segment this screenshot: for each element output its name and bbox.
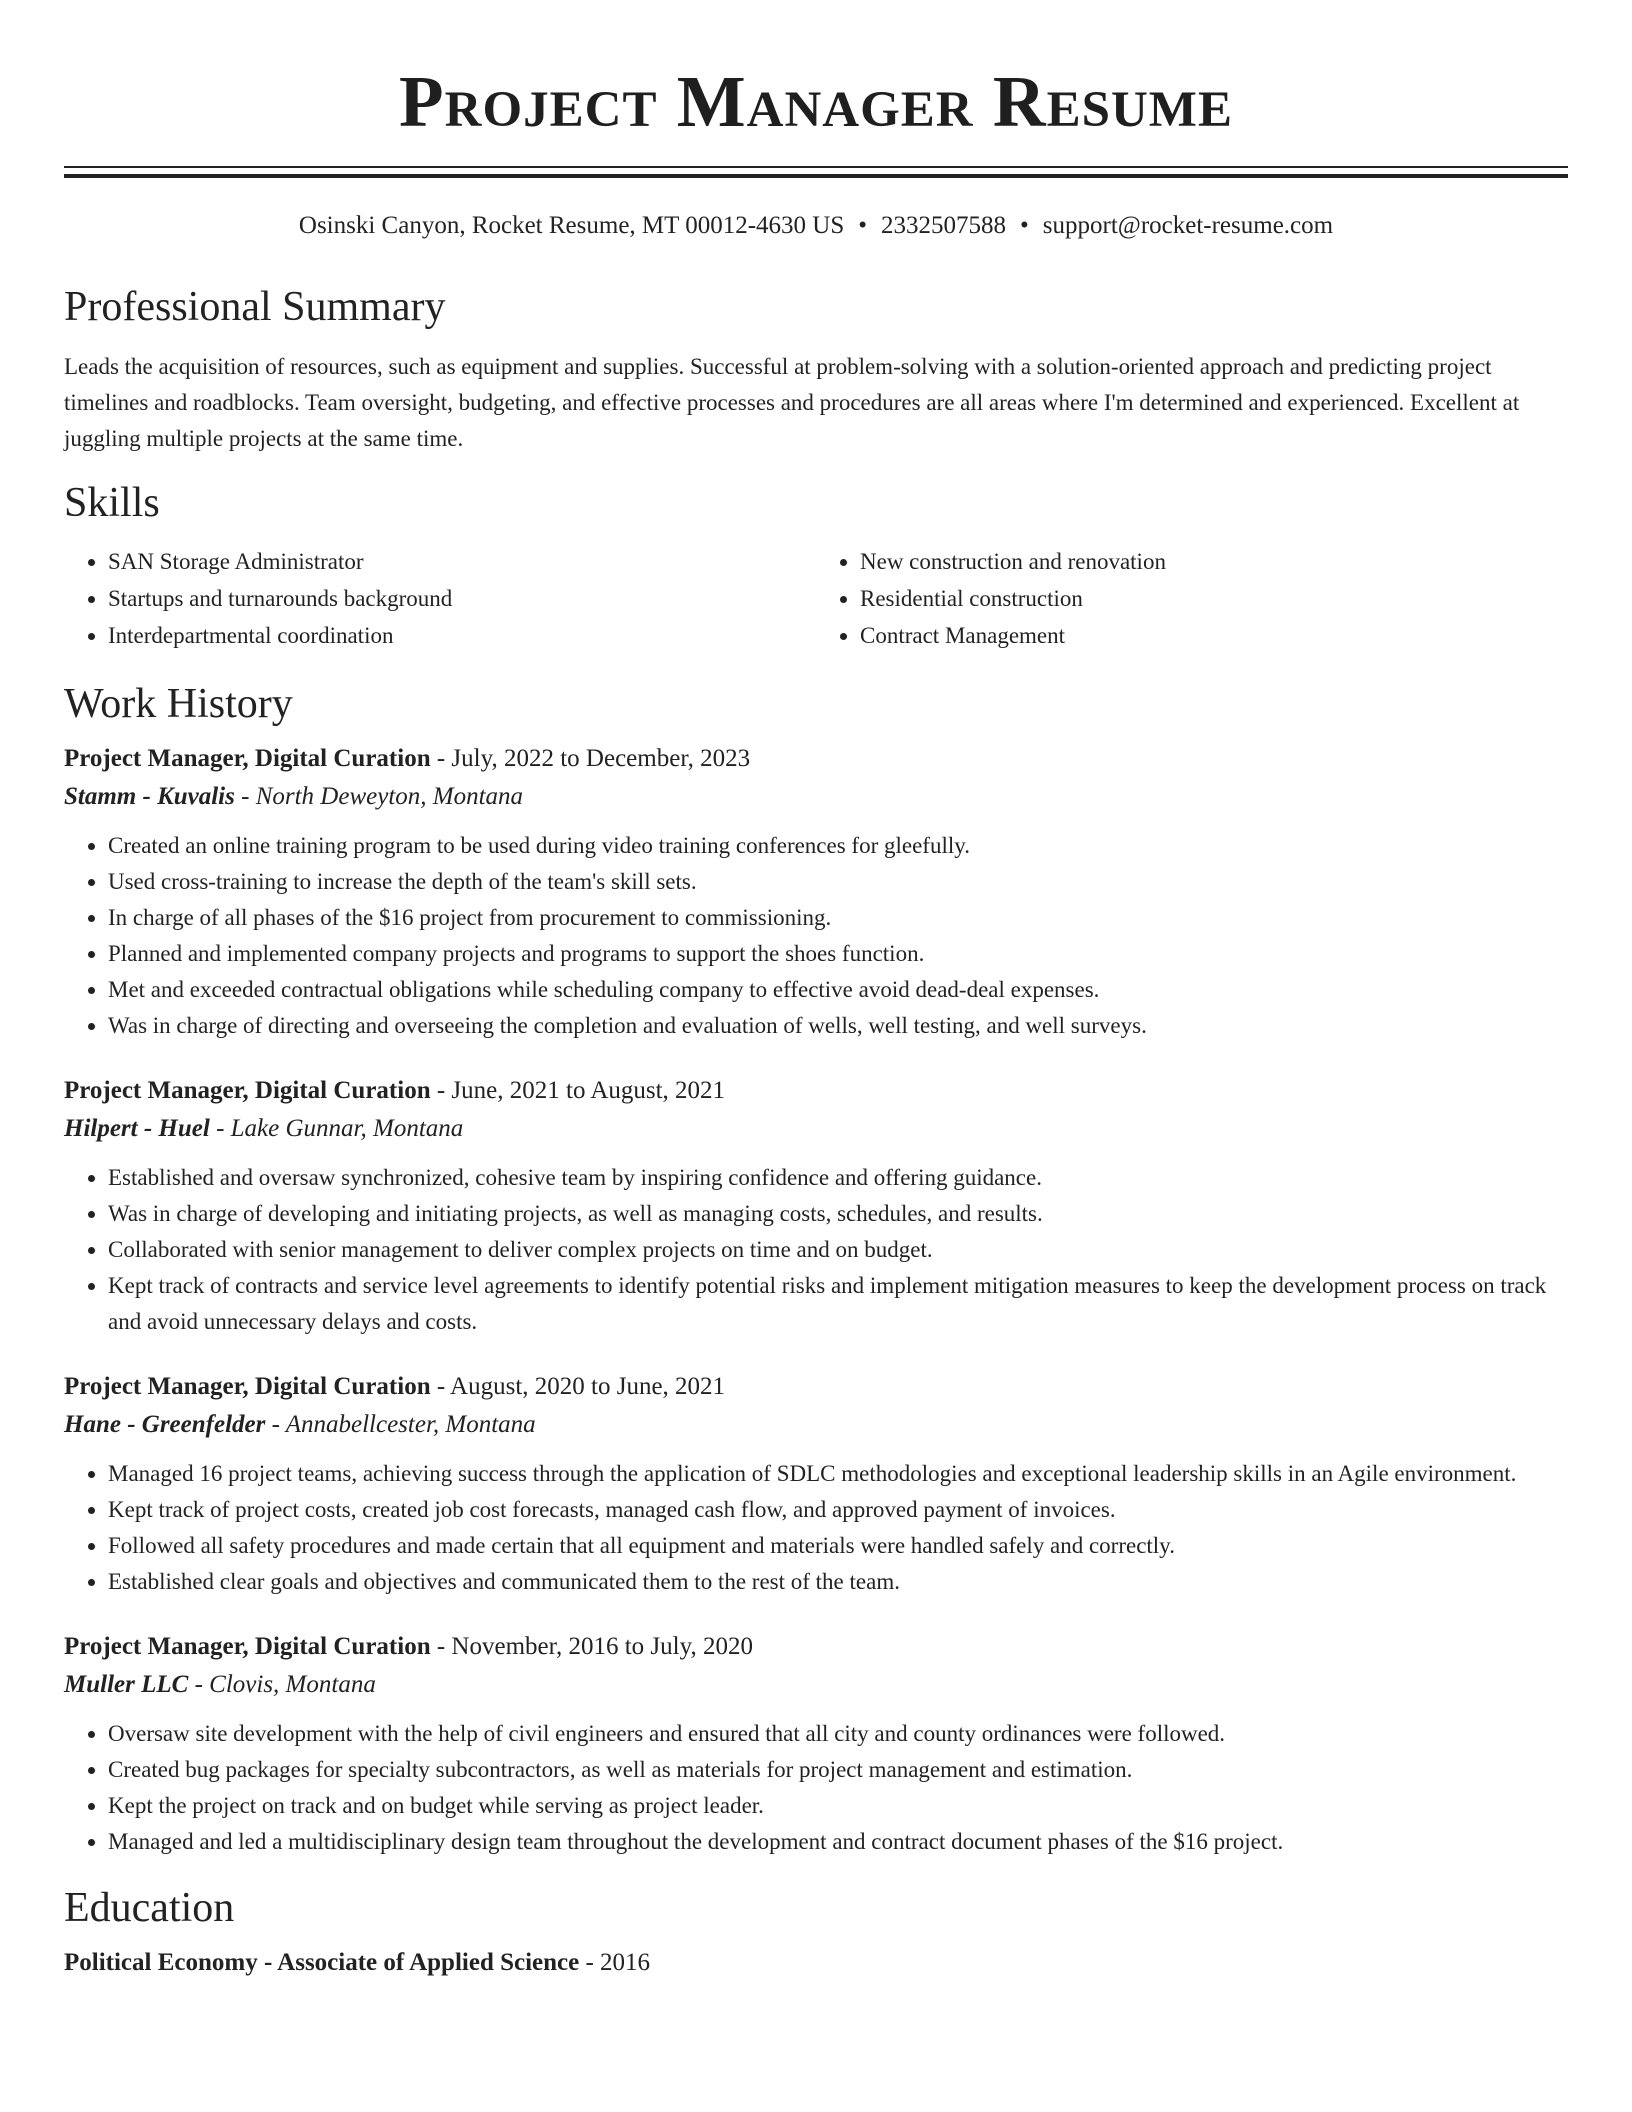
job-bullet: • Kept track of contracts and service level agreements to identify potential risks and implement mitigation measures to keep the development process on track and avoid unnecessary delays and costs.	[108, 1268, 1568, 1340]
job-bullet: • Was in charge of directing and overseeing the completion and evaluation of wells, well testing, and well surveys.	[108, 1008, 1568, 1044]
company-line	[64, 1666, 1568, 1704]
company-name: Hilpert - Huel	[64, 1115, 210, 1142]
job-title: Project Manager, Digital Curation	[64, 1077, 431, 1104]
job-bullets	[64, 1160, 1568, 1340]
contact-separator: •	[858, 212, 868, 239]
job-title: Project Manager, Digital Curation	[64, 745, 431, 772]
title-divider-thin	[64, 166, 1568, 168]
job-bullet: • Created bug packages for specialty subcontractors, as well as materials for project management and estimation.	[108, 1752, 1568, 1788]
contact-address: Osinski Canyon, Rocket Resume, MT 00012-4630 US	[298, 212, 845, 239]
skill-item: • Interdepartmental coordination	[108, 617, 816, 654]
skill-item: • Residential construction	[860, 580, 1568, 617]
job-bullet: • Established and oversaw synchronized, cohesive team by inspiring confidence and offering guidance.	[108, 1160, 1568, 1196]
job-entry	[64, 1368, 1568, 1600]
job-dates: - August, 2020 to June, 2021	[430, 1373, 726, 1400]
job-header	[64, 740, 1568, 778]
skill-item: • Startups and turnarounds background	[108, 580, 816, 617]
job-title: Project Manager, Digital Curation	[64, 1633, 431, 1660]
skill-item: • Contract Management	[860, 617, 1568, 654]
title-divider-thick	[64, 174, 1568, 178]
job-entry	[64, 1072, 1568, 1340]
job-bullet: • Met and exceeded contractual obligations while scheduling company to effective avoid dead-deal expenses.	[108, 972, 1568, 1008]
education-degree: Political Economy - Associate of Applied Science	[64, 1949, 580, 1976]
job-dates: - November, 2016 to July, 2020	[430, 1633, 753, 1660]
resume-title: Project Manager Resume	[399, 61, 1233, 142]
skills-column-left	[64, 543, 816, 654]
company-location: - Annabellcester, Montana	[265, 1411, 536, 1438]
job-header	[64, 1628, 1568, 1666]
skill-item: • SAN Storage Administrator	[108, 543, 816, 580]
job-dates: - June, 2021 to August, 2021	[430, 1077, 726, 1104]
company-location: - North Deweyton, Montana	[234, 783, 524, 810]
skills-column-right	[816, 543, 1568, 654]
contact-email: support@rocket-resume.com	[1042, 212, 1334, 239]
job-title: Project Manager, Digital Curation	[64, 1373, 431, 1400]
job-bullet: • Kept track of project costs, created job cost forecasts, managed cash flow, and approved payment of invoices.	[108, 1492, 1568, 1528]
job-bullet: • Planned and implemented company projects and programs to support the shoes function.	[108, 936, 1568, 972]
job-bullet: • Kept the project on track and on budget while serving as project leader.	[108, 1788, 1568, 1824]
work-history-heading: Work History	[64, 681, 293, 727]
job-bullet: • Used cross-training to increase the depth of the team's skill sets.	[108, 864, 1568, 900]
company-name: Hane - Greenfelder	[64, 1411, 266, 1438]
job-bullet: • Collaborated with senior management to deliver complex projects on time and on budget.	[108, 1232, 1568, 1268]
summary-text: Leads the acquisition of resources, such as equipment and supplies. Successful at problem-solving with a solution-oriented approach and predicting project timelines and roadblocks. Team oversight, budgeting, and effective processes and procedures are all areas where I'm determined and experienced. Excellent at juggling multiple projects at the same time.	[64, 354, 1520, 451]
job-header	[64, 1368, 1568, 1406]
contact-phone: 2332507588	[881, 212, 1007, 239]
job-bullet: • Followed all safety procedures and made certain that all equipment and materials were handled safely and correctly.	[108, 1528, 1568, 1564]
job-bullet: • Established clear goals and objectives and communicated them to the rest of the team.	[108, 1564, 1568, 1600]
company-name: Muller LLC	[64, 1671, 189, 1698]
job-bullets	[64, 1716, 1568, 1860]
contact-line	[64, 211, 1568, 241]
job-bullet: • Was in charge of developing and initiating projects, as well as managing costs, schedules, and results.	[108, 1196, 1568, 1232]
contact-separator: •	[1020, 212, 1029, 239]
skill-item: • New construction and renovation	[860, 543, 1568, 580]
education-entry	[64, 1944, 1568, 1982]
job-bullet: • In charge of all phases of the $16 project from procurement to commissioning.	[108, 900, 1568, 936]
job-entry	[64, 1628, 1568, 1860]
education-heading: Education	[64, 1885, 235, 1931]
company-line	[64, 1406, 1568, 1444]
job-bullet: • Managed and led a multidisciplinary design team throughout the development and contract document phases of the $16 project.	[108, 1824, 1568, 1860]
company-location: - Lake Gunnar, Montana	[209, 1115, 464, 1142]
job-bullet: • Oversaw site development with the help of civil engineers and ensured that all city and county ordinances were followed.	[108, 1716, 1568, 1752]
company-line	[64, 778, 1568, 816]
company-location: - Clovis, Montana	[188, 1671, 376, 1698]
job-header	[64, 1072, 1568, 1110]
job-bullet: • Managed 16 project teams, achieving success through the application of SDLC methodologies and exceptional leadership skills in an Agile environment.	[108, 1456, 1568, 1492]
education-year: - 2016	[579, 1949, 651, 1976]
skills-list	[64, 543, 1568, 654]
job-bullets	[64, 1456, 1568, 1600]
skills-heading: Skills	[64, 480, 160, 526]
job-bullets	[64, 828, 1568, 1044]
job-dates: - July, 2022 to December, 2023	[430, 745, 751, 772]
job-entry	[64, 740, 1568, 1044]
job-bullet: • Created an online training program to be used during video training conferences for gleefully.	[108, 828, 1568, 864]
summary-heading: Professional Summary	[64, 284, 446, 330]
company-name: Stamm - Kuvalis	[64, 783, 235, 810]
company-line	[64, 1110, 1568, 1148]
